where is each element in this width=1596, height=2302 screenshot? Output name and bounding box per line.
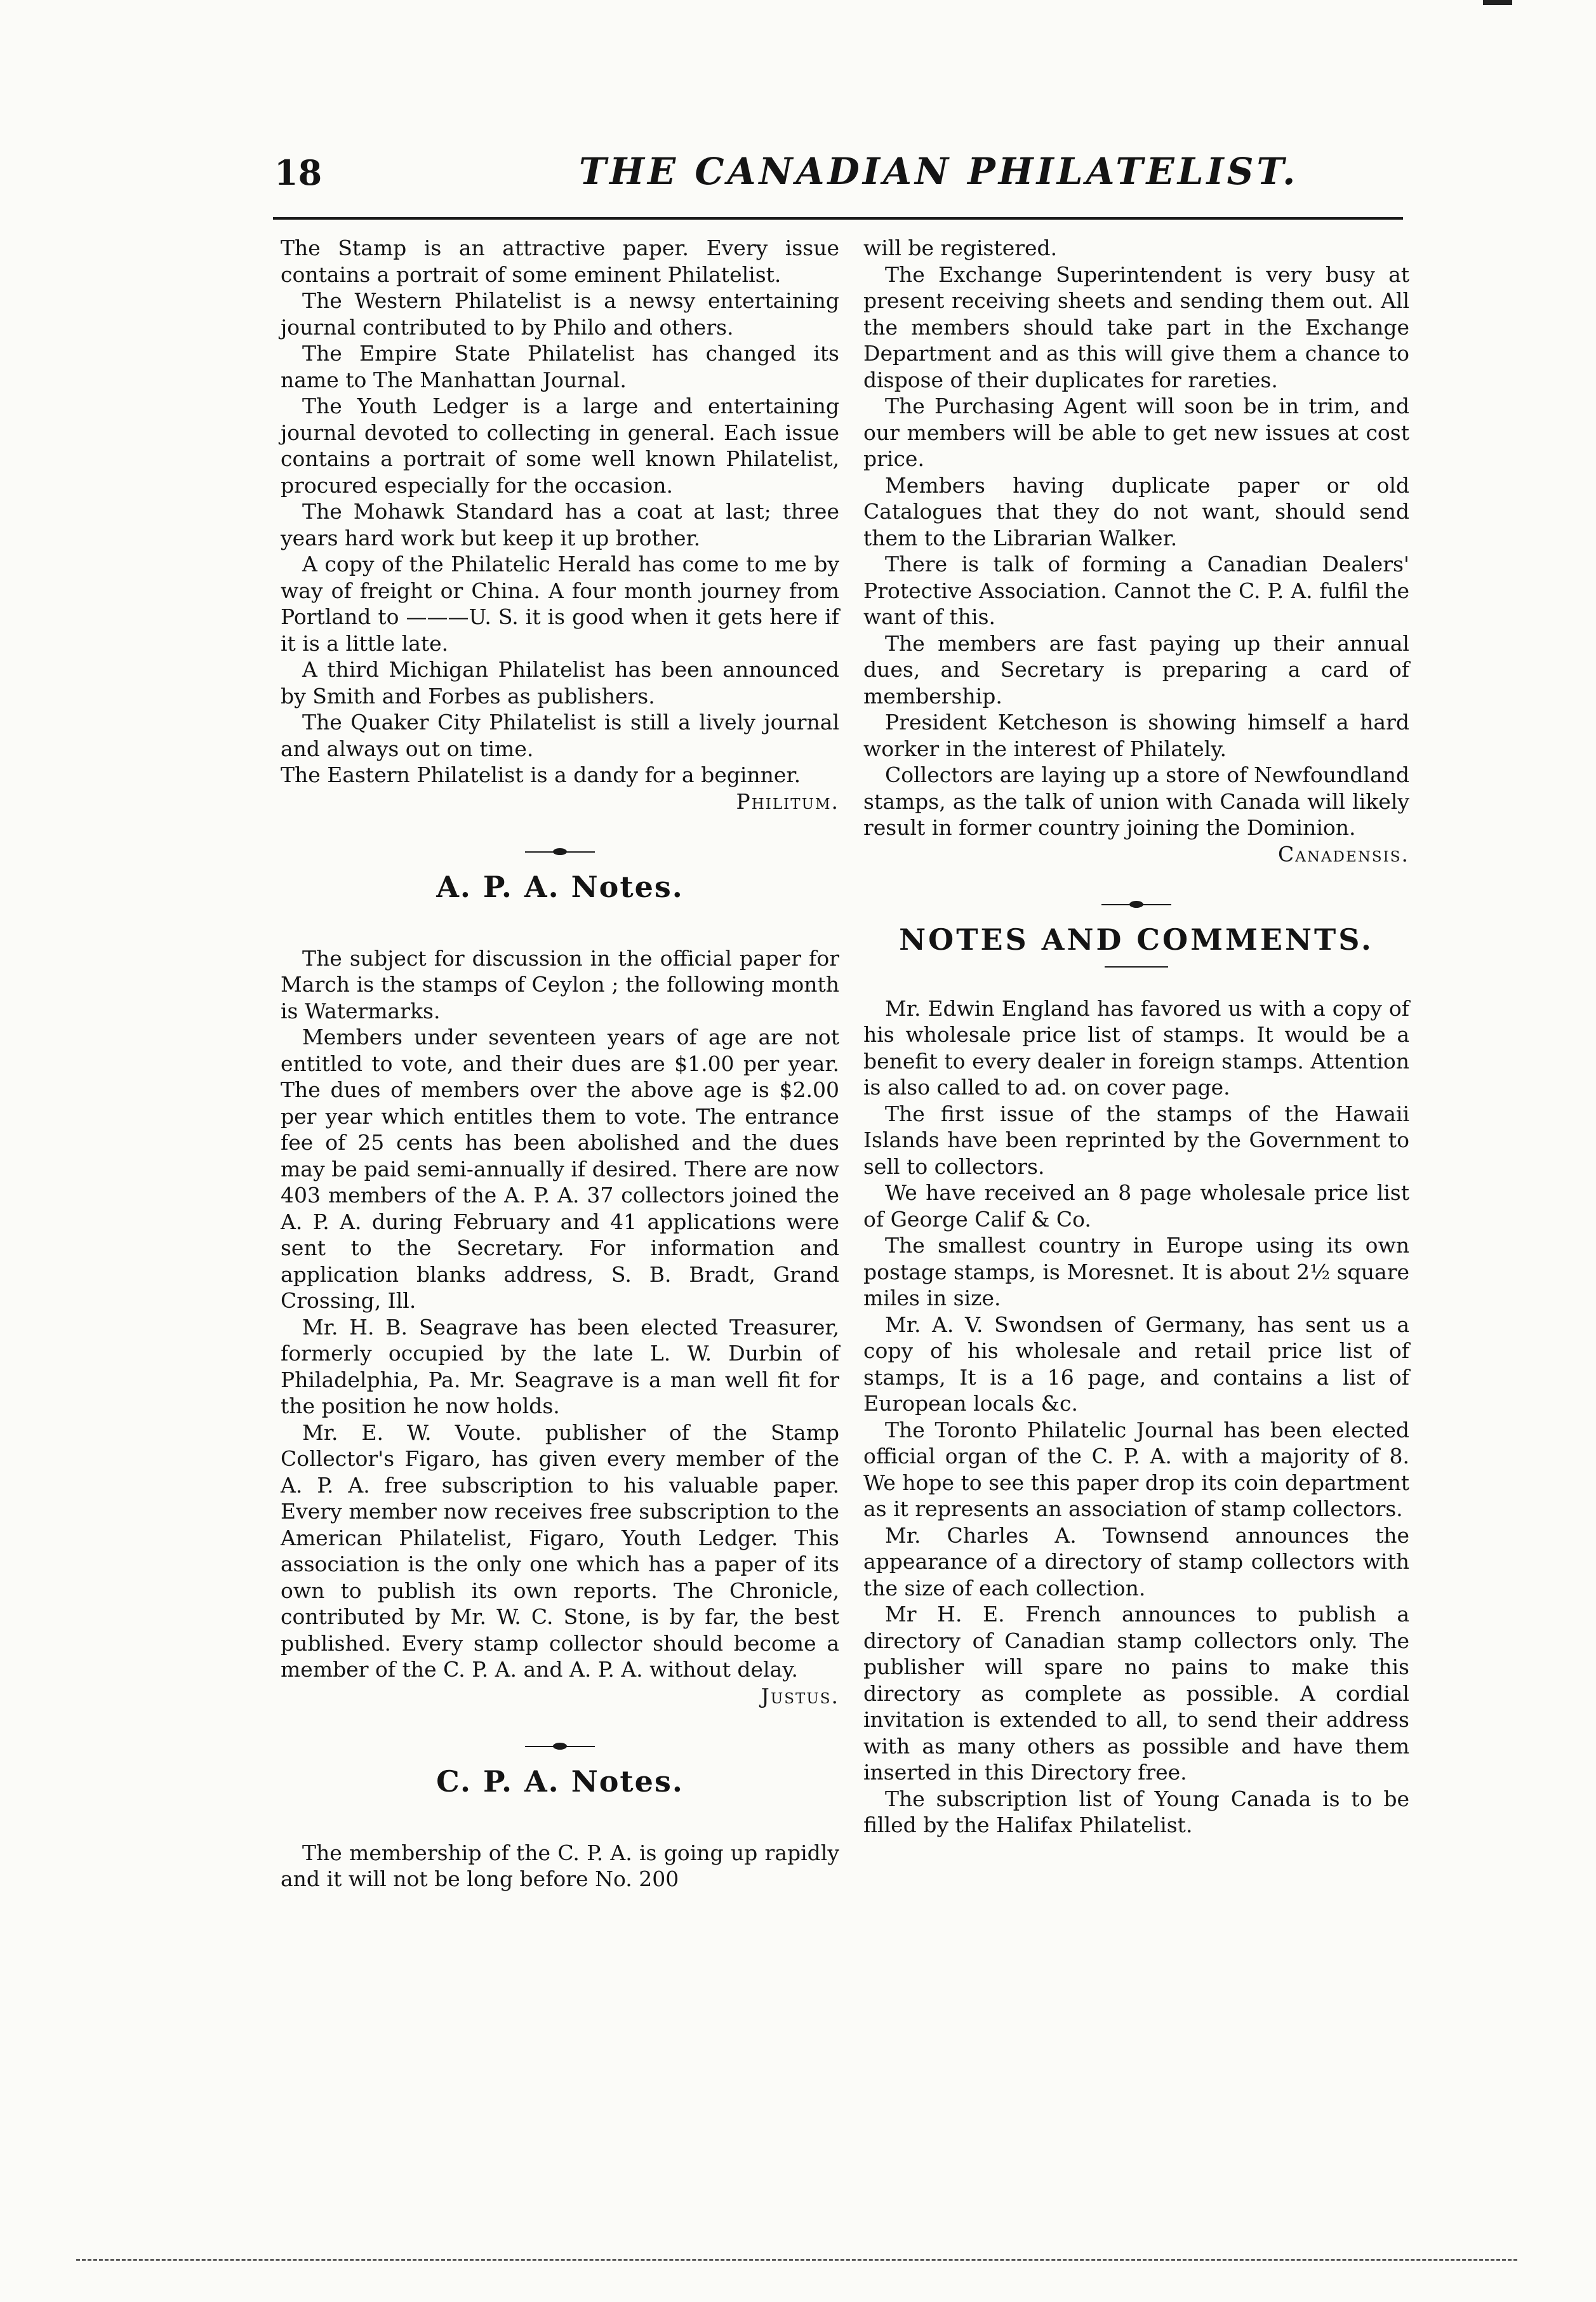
- paragraph: The Empire State Philatelist has changed its name to The Manhattan Journal.: [281, 341, 839, 392]
- title-underline: [1105, 966, 1168, 968]
- paragraph: Mr. A. V. Swondsen of Germany, has sent us a copy of his wholesale and retail price list of stamps, It is a 16 page, and contains a list of European locals &c.: [863, 1312, 1409, 1416]
- right-column: [863, 235, 1409, 1839]
- paragraph: A copy of the Philatelic Herald has come to me by way of freight or China. A four month journey from Portland to ———U. S. it is good when it gets here if it is a little late.: [281, 552, 839, 656]
- header-rule: [273, 217, 1403, 220]
- paragraph: The Purchasing Agent will soon be in trim, and our members will be able to get new issues at cost price.: [863, 394, 1409, 471]
- page-number: 18: [274, 152, 323, 193]
- corner-mark: [1483, 0, 1512, 5]
- paragraph: The Quaker City Philatelist is still a lively journal and always out on time.: [281, 710, 839, 761]
- paragraph: The Toronto Philatelic Journal has been elected official organ of the C. P. A. with a majority of 8. We hope to see this paper drop its coin department as it represents an association of stamp collectors.: [863, 1417, 1409, 1521]
- paragraph: The subject for discussion in the official paper for March is the stamps of Ceylon ; the following month is Watermarks.: [281, 945, 839, 1023]
- paragraph: The Stamp is an attractive paper. Every issue contains a portrait of some eminent Philatelist.: [281, 236, 839, 287]
- paragraph: Members under seventeen years of age are not entitled to vote, and their dues are $1.00 per year. The dues of members over the above age is $2.00 per year which entitles them to vote. The entrance fee of 25 cents has been abolished and the dues may be paid semi-annually if desired. There are now 403 members of the A. P. A. 37 collectors joined the A. P. A. during February and 41 applications were sent to the Secretary. For information and application blanks address, S. B. Bradt, Grand Crossing, Ill.: [281, 1025, 839, 1313]
- paragraph: The Western Philatelist is a newsy entertaining journal contributed to by Philo and others.: [281, 288, 839, 340]
- paragraph: Mr. E. W. Voute. publisher of the Stamp Collector's Figaro, has given every member of the A. P. A. free subscription to his valuable paper. Every member now receives free subscription to the American Philatelist, Figaro, Youth Ledger. This association is the only one which has a paper of its own to publish its own reports. The Chronicle, contributed by Mr. W. C. Stone, is by far, the best published. Every stamp collector should become a member of the C. P. A. and A. P. A. without delay.: [281, 1420, 839, 1682]
- signature: Philitum.: [736, 788, 839, 814]
- paragraph: The Exchange Superintendent is very busy at present receiving sheets and sending them out. All the members should take part in the Exchange Department and as this will give them a chance to dispose of their duplicates for rareties.: [863, 262, 1409, 392]
- paragraph: A third Michigan Philatelist has been announced by Smith and Forbes as publishers.: [281, 657, 839, 709]
- paragraph: Members having duplicate paper or old Catalogues that they do not want, should send them to the Librarian Walker.: [863, 472, 1409, 550]
- paragraph: Mr. Edwin England has favored us with a copy of his wholesale price list of stamps. It would be a benefit to every dealer in foreign stamps. Attention is also called to ad. on cover page.: [863, 995, 1409, 1100]
- section-divider: [525, 1746, 595, 1747]
- section-divider: [525, 851, 595, 853]
- paragraph: The Youth Ledger is a large and entertaining journal devoted to collecting in general. Each issue contains a portrait of some well known Philatelist, procured especially for the occasion.: [281, 394, 839, 498]
- paragraph: Mr. H. B. Seagrave has been elected Treasurer, formerly occupied by the late L. W. Durbin of Philadelphia, Pa. Mr. Seagrave is a man well fit for the position he now holds.: [281, 1314, 839, 1418]
- paragraph: There is talk of forming a Canadian Dealers' Protective Association. Cannot the C. P. A. fulfil the want of this.: [863, 552, 1409, 629]
- paragraph: We have received an 8 page wholesale price list of George Calif & Co.: [863, 1180, 1409, 1232]
- paragraph: Mr. Charles A. Townsend announces the appearance of a directory of stamp collectors with the size of each collection.: [863, 1522, 1409, 1600]
- paragraph: The membership of the C. P. A. is going up rapidly and it will not be long before No. 200: [281, 1840, 839, 1891]
- paragraph: The members are fast paying up their annual dues, and Secretary is preparing a card of membership.: [863, 630, 1409, 709]
- paragraph: The subscription list of Young Canada is to be filled by the Halifax Philatelist.: [863, 1786, 1409, 1837]
- signature: Canadensis.: [1277, 841, 1409, 867]
- paragraph: President Ketcheson is showing himself a hard worker in the interest of Philately.: [863, 710, 1409, 761]
- section-title: C. P. A. Notes.: [436, 1764, 684, 1799]
- paragraph: The smallest country in Europe using its own postage stamps, is Moresnet. It is about 2½ square miles in size.: [863, 1233, 1409, 1310]
- paragraph: The first issue of the stamps of the Hawaii Islands have been reprinted by the Government to sell to collectors.: [863, 1101, 1409, 1179]
- section-divider: [1101, 904, 1171, 905]
- bottom-rule: [76, 2259, 1517, 2261]
- paragraph: The Mohawk Standard has a coat at last; three years hard work but keep it up brother.: [281, 499, 839, 550]
- section-title: A. P. A. Notes.: [436, 870, 684, 904]
- section-title: NOTES AND COMMENTS.: [899, 922, 1374, 957]
- page-title: THE CANADIAN PHILATELIST.: [579, 150, 1299, 193]
- paragraph: will be registered.: [863, 236, 1058, 260]
- paragraph: The Eastern Philatelist is a dandy for a beginner.: [281, 762, 801, 787]
- paragraph: Mr H. E. French announces to publish a directory of Canadian stamp collectors only. The publisher will spare no pains to make this directory as complete as possible. A cordial invitation is extended to all, to send their address with as many others as possible and have them inserted in this Directory free.: [863, 1602, 1409, 1785]
- paragraph: Collectors are laying up a store of Newfoundland stamps, as the talk of union with Canada will likely result in former country joining the Dominion.: [863, 762, 1409, 840]
- signature: Justus.: [761, 1683, 839, 1708]
- left-column: [281, 235, 839, 1893]
